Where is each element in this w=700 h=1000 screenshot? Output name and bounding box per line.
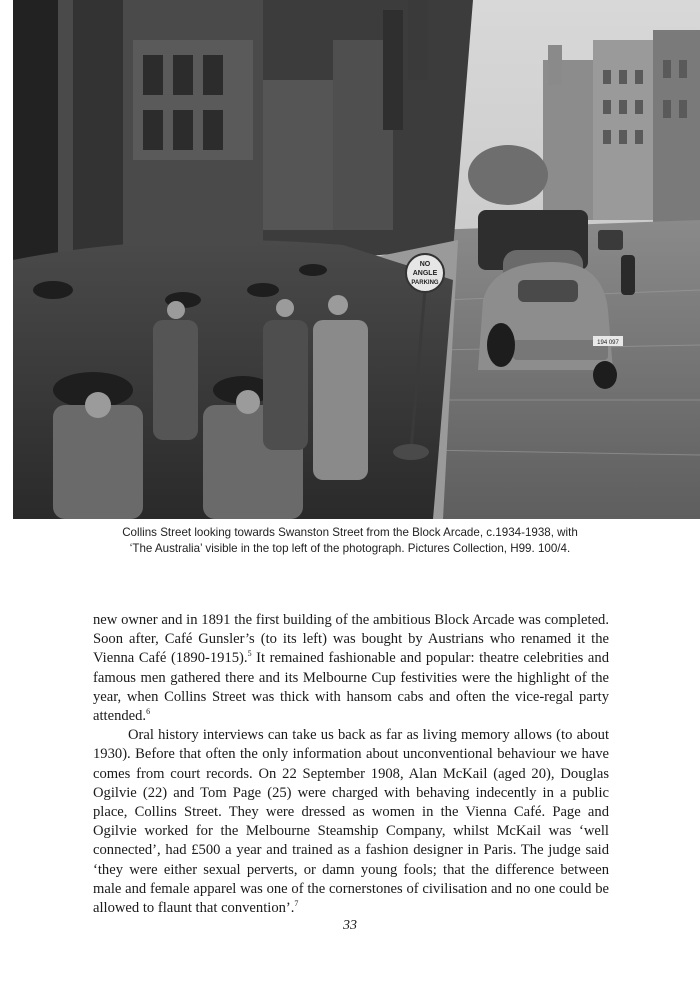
footnote-marker: 6 — [146, 707, 151, 717]
footnote-marker: 5 — [247, 649, 252, 659]
page-number: 33 — [343, 918, 357, 933]
paragraph — [93, 611, 609, 726]
no-parking-sign-line3: PARKING — [411, 280, 439, 286]
body-text — [93, 611, 609, 918]
paragraph-text: new owner and in 1891 the first building of the ambitious Block Arcade was completed. Soon after, Café Gunsler’s (to its left) was bought by Austrians who renamed it the Vienna Café (1890-1915). — [93, 612, 609, 667]
paragraph — [93, 726, 609, 918]
no-parking-sign-line2: ANGLE — [412, 270, 438, 277]
photo-caption — [60, 525, 640, 557]
caption-line-2: ‘The Australia’ visible in the top left of the photograph. Pictures Collection, H99. 100/4. — [129, 542, 571, 555]
paragraph-text: Oral history interviews can take us back as far as living memory allows (to about 1930). Before that often the only information about unconventional behaviour we have comes from court records. On 22 September 1908, Alan McKail (aged 20), Douglas Ogilvie (22) and Tom Page (25) were charged with behaving indecently in a public place, Collins Street. They were dressed as women in the Vienna Café. Page and Ogilvie worked for the Melbourne Steamship Company, whilst McKail was ‘well connected’, had £500 a year and trained as a fashion designer in Paris. The judge said ‘they were either sexual perverts, or damn young fools; that the difference between male and female apparel was one of the cornerstones of civilisation and no one could be allowed to flaunt that convention’. — [93, 727, 609, 917]
car-license-plate: 194 097 — [597, 340, 619, 346]
caption-line-1: Collins Street looking towards Swanston Street from the Block Arcade, c.1934-1938, with — [122, 526, 578, 539]
paragraph-text: It remained fashionable and popular: theatre celebrities and famous men gathered there and its Melbourne Cup festivities were the highlight of the year, when Collins Street was thick with hansom cabs and often the vice-regal party attended. — [93, 650, 610, 725]
historic-street-photograph — [13, 0, 700, 519]
no-parking-sign-line1: NO — [419, 261, 431, 268]
footnote-marker: 7 — [294, 899, 299, 909]
